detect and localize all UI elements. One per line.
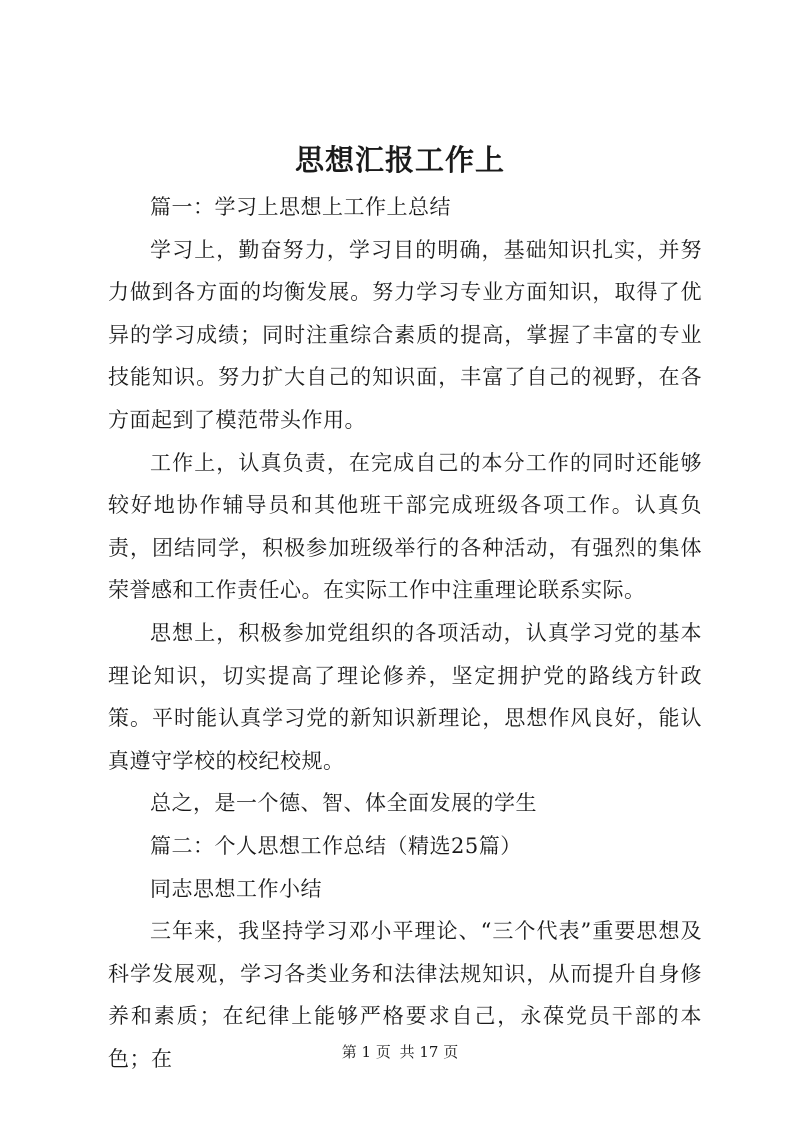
document-title: 思想汇报工作上 <box>294 143 505 177</box>
section-heading-1: 篇一：学习上思想上工作上总结 <box>150 195 451 219</box>
page-footer <box>0 1042 800 1062</box>
document-body <box>108 186 702 1080</box>
subheading: 同志思想工作小结 <box>150 876 322 901</box>
paragraph-three-years: 三年来，我坚持学习邓小平理论、“三个代表”重要思想及科学发展观，学习各类业务和法律法规知识，从而提升自身修养和素质；在纪律上能够严格要求自己，永葆党员干部的本色；在 <box>108 919 702 1071</box>
section-heading-2: 篇二：个人思想工作总结（精选25篇） <box>150 833 522 858</box>
paragraph-thought: 思想上，积极参加党组织的各项活动，认真学习党的基本理论知识，切实提高了理论修养，坚定拥护党的路线方针政策。平时能认真学习党的新知识新理论，思想作风良好，能认真遵守学校的校纪校规。 <box>108 620 702 773</box>
paragraph-work: 工作上，认真负责，在完成自己的本分工作的同时还能够较好地协作辅导员和其他班干部完成班级各项工作。认真负责，团结同学，积极参加班级举行的各种活动，有强烈的集体荣誉感和工作责任心。在实际工作中注重理论联系实际。 <box>108 450 702 603</box>
paragraph-study: 学习上，勤奋努力，学习目的明确，基础知识扎实，并努力做到各方面的均衡发展。努力学习专业方面知识，取得了优异的学习成绩；同时注重综合素质的提高，掌握了丰富的专业技能知识。努力扩大自己的知识面，丰富了自己的视野，在各方面起到了模范带头作用。 <box>108 237 702 432</box>
page-number: 第 1 页 <box>341 1043 391 1061</box>
paragraph-summary: 总之，是一个德、智、体全面发展的学生 <box>150 791 537 816</box>
page-total: 共 17 页 <box>399 1043 459 1061</box>
